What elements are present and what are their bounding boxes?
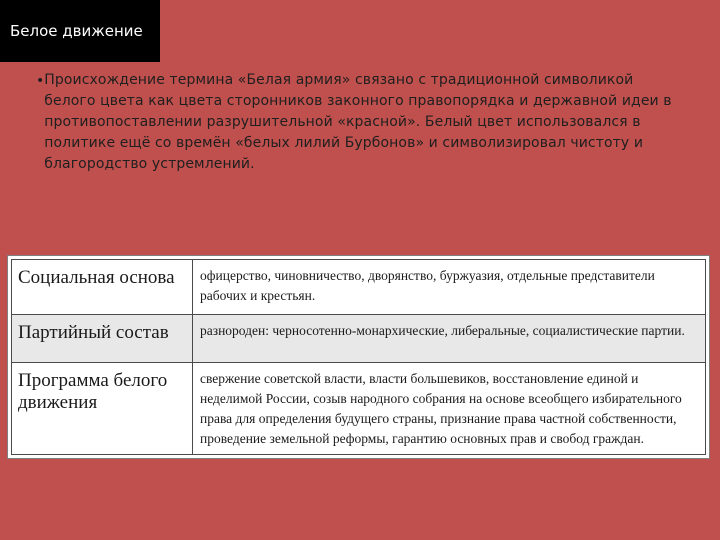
bullet-point <box>36 70 686 175</box>
row-header-social: Социальная основа <box>12 260 193 315</box>
table-row <box>12 314 706 362</box>
table-row <box>12 260 706 315</box>
row-header-parties: Партийный состав <box>12 314 193 362</box>
bullet-text: Происхождение термина «Белая армия» связано с традиционной символикой белого цвета как цвета сторонников законного правопорядка и державной идеи в противопоставлении разрушительной «красной». Белый цвет использовался в политике ещё со времён «белых лилий Бурбонов» и символизировал чистоту и благородство устремлений. <box>44 72 672 172</box>
bullet-marker: • <box>36 73 45 89</box>
info-table-frame <box>7 255 710 459</box>
row-content-parties: разнороден: черносотенно-монархические, либеральные, социалистические партии. <box>193 314 706 362</box>
row-content-social: офицерство, чиновничество, дворянство, буржуазия, отдельные представители рабочих и крестьян. <box>193 260 706 315</box>
slide-title: Белое движение <box>10 22 143 40</box>
slide-title-box <box>0 0 160 62</box>
row-header-program: Программа белого движения <box>12 363 193 455</box>
row-content-program: свержение советской власти, власти большевиков, восстановление единой и неделимой России, созыв народного собрания на основе всеобщего избирательного права для определения будущего страны, признание права частной собственности, проведение земельной реформы, гарантию основных прав и свобод граждан. <box>193 363 706 455</box>
table-row <box>12 363 706 455</box>
info-table <box>11 259 706 455</box>
